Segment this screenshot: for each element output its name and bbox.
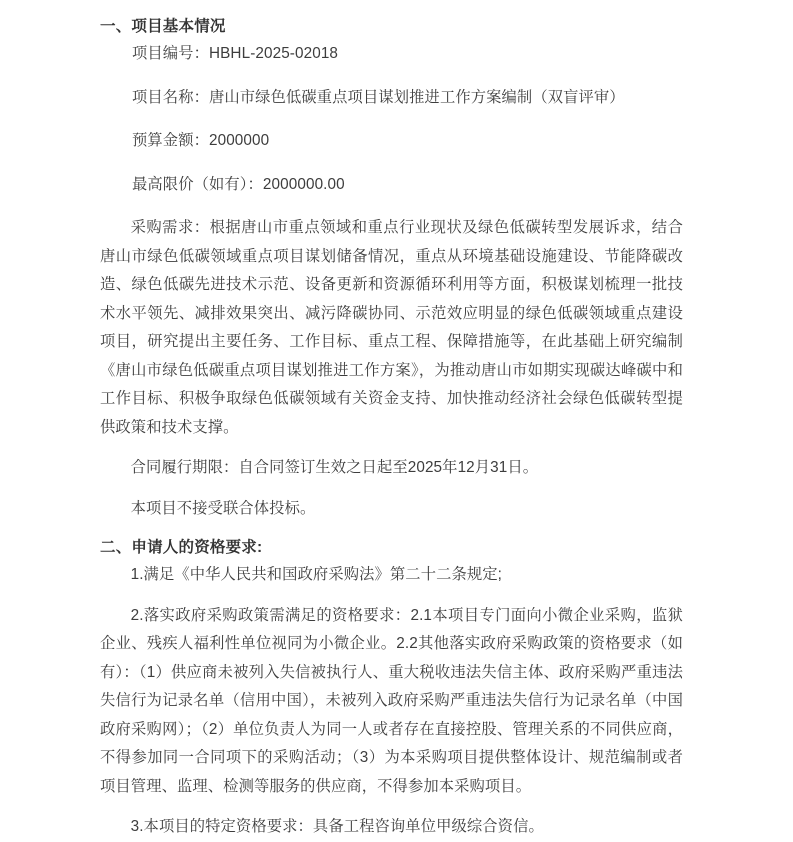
paragraph-requirement-2: 2.落实政府采购政策需满足的资格要求：2.1本项目专门面向小微企业采购，监狱企业、残疾人福利性单位视同为小微企业。2.2其他落实政府采购政策的资格要求（如有）：（1）供应商未被列入失信被执行人、重大税收违法失信主体、政府采购严重违法失信行为记录名单（信用中国），未被列入政府采购严重违法失信行为记录名单（中国政府采购网）；（2）单位负责人为同一人或者存在直接控股、管理关系的不同供应商，不得参加同一合同项下的采购活动；（3）为本采购项目提供整体设计、规范编制或者项目管理、监理、检测等服务的供应商，不得参加本采购项目。 bbox=[100, 606, 683, 795]
paragraph-requirement-3: 3.本项目的特定资格要求：具备工程咨询单位甲级综合资信。 bbox=[130, 818, 544, 835]
paragraph-contract-period: 合同履行期限：自合同签订生效之日起至2025年12月31日。 bbox=[130, 459, 539, 476]
document-body bbox=[100, 14, 683, 842]
field-max-price-limit: 最高限价（如有）：2000000.00 bbox=[132, 175, 345, 193]
field-budget-amount: 预算金额：2000000 bbox=[132, 132, 270, 149]
section-heading-basic-info: 一、项目基本情况 bbox=[100, 18, 226, 35]
field-project-number: 项目编号：HBHL-2025-02018 bbox=[132, 45, 339, 62]
paragraph-requirement-1: 1.满足《中华人民共和国政府采购法》第二十二条规定; bbox=[130, 566, 503, 583]
field-project-name: 项目名称：唐山市绿色低碳重点项目谋划推进工作方案编制（双盲评审） bbox=[132, 88, 625, 106]
paragraph-procurement-requirements: 采购需求：根据唐山市重点领域和重点行业现状及绿色低碳转型发展诉求，结合唐山市绿色低碳领域重点项目谋划储备情况，重点从环境基础设施建设、节能降碳改造、绿色低碳先进技术示范、设备更新和资源循环利用等方面，积极谋划梳理一批技术水平领先、减排效果突出、减污降碳协同、示范效应明显的绿色低碳领域重点建设项目，研究提出主要任务、工作目标、重点工程、保障措施等，在此基础上研究编制《唐山市绿色低碳重点项目谋划推进工作方案》，为推动唐山市如期实现碳达峰碳中和工作目标、积极争取绿色低碳领域有关资金支持、加快推动经济社会绿色低碳转型提供政策和技术支撑。 bbox=[100, 219, 683, 436]
paragraph-no-consortium: 本项目不接受联合体投标。 bbox=[130, 499, 316, 517]
section-heading-qualification-requirements: 二、申请人的资格要求: bbox=[100, 539, 263, 556]
